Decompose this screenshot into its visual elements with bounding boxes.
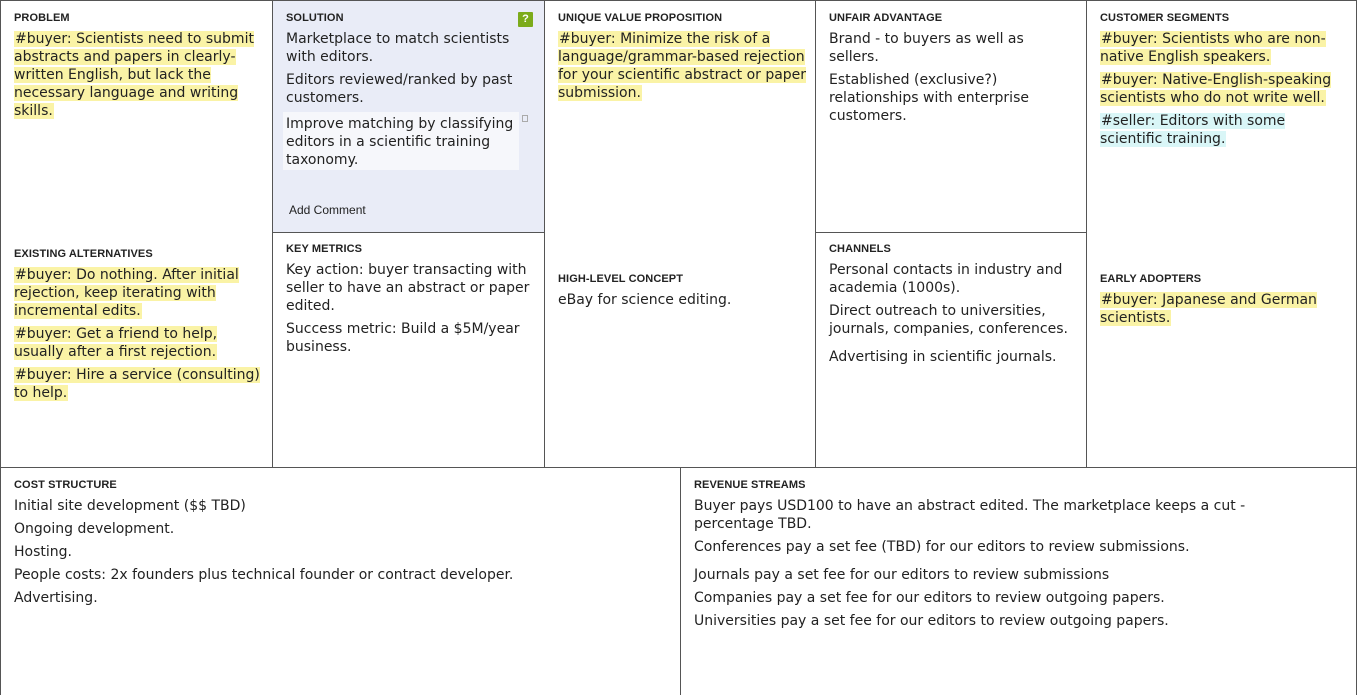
solution-section[interactable]	[286, 12, 536, 112]
revenue-note[interactable]: Conferences pay a set fee (TBD) for our editors to review submissions.	[694, 539, 1190, 555]
existing-alternative-note[interactable]: #buyer: Do nothing. After initial rejection, keep iterating with incremental edits.	[14, 267, 239, 319]
cost-structure-note-list	[14, 497, 674, 607]
uvp-title: UNIQUE VALUE PROPOSITION	[558, 12, 723, 24]
customer-segments-note-list	[1100, 30, 1348, 148]
problem-note[interactable]: #buyer: Scientists need to submit abstracts and papers in clearly-written English, but lack the necessary language and writing skills.	[14, 31, 254, 119]
grid-h-solution	[272, 232, 545, 233]
uvp-section[interactable]	[558, 12, 808, 107]
help-icon[interactable]: ?	[518, 12, 533, 27]
key-metric-note[interactable]: Success metric: Build a $5M/year business.	[286, 321, 520, 355]
solution-note[interactable]: Marketplace to match scientists with editors.	[286, 31, 510, 65]
unfair-advantage-title: UNFAIR ADVANTAGE	[829, 12, 943, 24]
solution-note-list	[286, 30, 536, 107]
cost-note[interactable]: People costs: 2x founders plus technical founder or contract developer.	[14, 567, 514, 583]
unfair-advantage-note-list	[829, 30, 1074, 125]
cost-structure-section[interactable]	[14, 479, 674, 612]
cost-note[interactable]: Ongoing development.	[14, 521, 175, 537]
unfair-advantage-note[interactable]: Brand - to buyers as well as sellers.	[829, 31, 1024, 65]
high-level-concept-section[interactable]	[558, 273, 808, 314]
cost-structure-title: COST STRUCTURE	[14, 479, 117, 491]
grid-v3	[815, 0, 816, 467]
cost-note[interactable]: Initial site development ($$ TBD)	[14, 498, 246, 514]
solution-title: SOLUTION	[286, 12, 344, 24]
grid-v1	[272, 0, 273, 467]
grid-v4	[1086, 0, 1087, 467]
solution-note: Improve matching by classifying editors in a scientific training taxonomy.	[286, 116, 514, 168]
existing-alternatives-note-list	[14, 266, 264, 402]
grid-top	[0, 0, 1357, 1]
cost-note[interactable]: Advertising.	[14, 590, 98, 606]
channel-note[interactable]: Direct outreach to universities, journals, companies, conferences.	[829, 303, 1068, 337]
revenue-note[interactable]: Universities pay a set fee for our editors to review outgoing papers.	[694, 613, 1169, 629]
existing-alternative-note[interactable]: #buyer: Get a friend to help, usually after a first rejection.	[14, 326, 218, 360]
grid-v-bottom	[680, 467, 681, 695]
key-metrics-title: KEY METRICS	[286, 243, 363, 255]
solution-note[interactable]: Editors reviewed/ranked by past customers.	[286, 72, 513, 106]
problem-title: PROBLEM	[14, 12, 70, 24]
revenue-streams-note-list	[694, 497, 1284, 630]
revenue-streams-section[interactable]	[694, 479, 1284, 635]
customer-segment-note[interactable]: #buyer: Scientists who are non-native English speakers.	[1100, 31, 1326, 65]
existing-alternative-note[interactable]: #buyer: Hire a service (consulting) to help.	[14, 367, 260, 401]
uvp-note[interactable]: #buyer: Minimize the risk of a language/grammar-based rejection for your scientific abstract or paper submission.	[558, 31, 807, 101]
early-adopters-note-list	[1100, 291, 1340, 327]
channels-note-list	[829, 261, 1074, 366]
channel-note[interactable]: Advertising in scientific journals.	[829, 349, 1057, 365]
high-level-concept-note-list	[558, 291, 808, 309]
customer-segments-section[interactable]	[1100, 12, 1348, 153]
grid-h-middle	[0, 467, 1357, 468]
note-edit-icon[interactable]	[522, 115, 528, 122]
revenue-note[interactable]: Companies pay a set fee for our editors to review outgoing papers.	[694, 590, 1165, 606]
unfair-advantage-note[interactable]: Established (exclusive?) relationships with enterprise customers.	[829, 72, 1029, 124]
customer-segment-note[interactable]: #seller: Editors with some scientific training.	[1100, 113, 1286, 147]
revenue-streams-title: REVENUE STREAMS	[694, 479, 806, 491]
grid-left	[0, 0, 1, 695]
early-adopters-section[interactable]	[1100, 273, 1340, 332]
channels-title: CHANNELS	[829, 243, 891, 255]
revenue-note[interactable]: Journals pay a set fee for our editors to review submissions	[694, 567, 1110, 583]
channels-section[interactable]	[829, 243, 1074, 371]
key-metrics-section[interactable]	[286, 243, 536, 361]
early-adopters-title: EARLY ADOPTERS	[1100, 273, 1202, 285]
cost-note[interactable]: Hosting.	[14, 544, 72, 560]
grid-h-unfair	[815, 232, 1087, 233]
high-level-concept-note[interactable]: eBay for science editing.	[558, 292, 732, 308]
customer-segment-note[interactable]: #buyer: Native-English-speaking scientists who do not write well.	[1100, 72, 1332, 106]
high-level-concept-title: HIGH-LEVEL CONCEPT	[558, 273, 684, 285]
early-adopter-note[interactable]: #buyer: Japanese and German scientists.	[1100, 292, 1317, 326]
uvp-note-list	[558, 30, 808, 102]
existing-alternatives-title: EXISTING ALTERNATIVES	[14, 248, 153, 260]
solution-comment-note[interactable]	[283, 112, 519, 170]
key-metrics-note-list	[286, 261, 536, 356]
grid-v2	[544, 0, 545, 467]
problem-note-list	[14, 30, 264, 120]
customer-segments-title: CUSTOMER SEGMENTS	[1100, 12, 1230, 24]
key-metric-note[interactable]: Key action: buyer transacting with seller to have an abstract or paper edited.	[286, 262, 530, 314]
unfair-advantage-section[interactable]	[829, 12, 1074, 130]
existing-alternatives-section[interactable]	[14, 248, 264, 407]
revenue-note[interactable]: Buyer pays USD100 to have an abstract edited. The marketplace keeps a cut - percentage TBD.	[694, 498, 1246, 532]
problem-section[interactable]	[14, 12, 264, 125]
channel-note[interactable]: Personal contacts in industry and academia (1000s).	[829, 262, 1063, 296]
add-comment-link[interactable]: Add Comment	[289, 203, 366, 217]
